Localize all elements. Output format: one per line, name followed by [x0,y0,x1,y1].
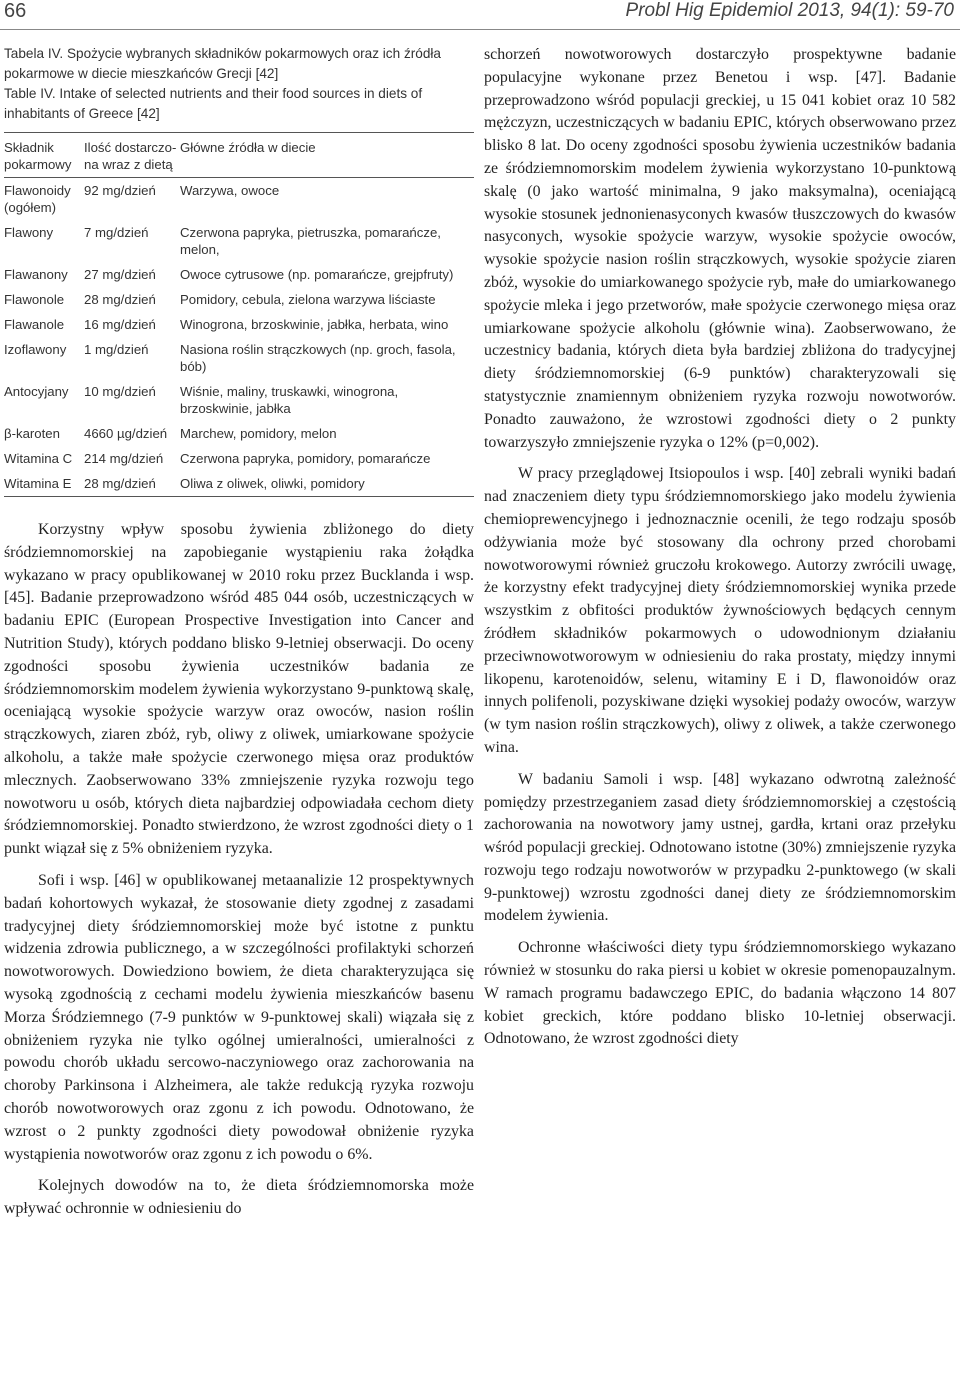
sources-cell: Winogrona, brzoskwinie, jabłka, herbata, wino [180,317,449,332]
header-amount: Ilość dostarczo-na wraz z dietą [84,140,177,172]
table-row [4,220,474,262]
nutrient-cell: Antocyjany [4,384,69,399]
table-header-row [4,133,474,178]
paragraph: W badaniu Samoli i wsp. [48] wykazano odwrotną zależność pomiędzy przestrzeganiem zasad diety śródziemnomorskiej a częstością zachorowania na nowotwory jamy ustnej, gardła, krtani oraz przełyku wśród populacji greckiej. Odnotowano istotne (30%) zmniejszenie ryzyka rozwoju tego rodzaju nowotworów w przypadku 2-punktowego (w skali 9-punktowej) wzrostu zgodności danej diety ze śródziemnomorskim modelem żywienia. [484,770,956,925]
header-rule [0,29,960,30]
nutrient-cell: Flawonole [4,292,65,307]
paragraph: Sofi i wsp. [46] w opublikowanej metaanalizie 12 prospektywnych badań kohortowych wykazał, że stosowanie diety zgodnej z zasadami tradycyjnej diety śródziemnomorskiej może być istotne z punktu widzenia zdrowia publicznego, a w szczególności profilaktyki schorzeń nowotworowych. Dowiedziono bowiem, że dieta charakteryzująca się wysoką zgodnością z cechami modelu żywienia mieszkańców basenu Morza Śródziemnego (7-9 punktów w 9-punktowej skali) wiązała się z obniżeniem ryzyka nie tylko ogólnej umieralności, umieralności z powodu chorób układu sercowo-naczyniowego oraz zachorowania na choroby Parkinsona i Alzheimera, ale także redukcją ryzyka rozwoju chorób nowotworowych oraz zgonu z ich powodu. Odnotowano, że wzrost o 2 punkty zgodności diety powodował obniżenie ryzyka wystąpienia nowotworów oraz zgonu z ich powodu o 6%. [4,871,474,1163]
table-caption-en: Table IV. Intake of selected nutrients and their food sources in diets of inhabitants of Greece [42] [4,86,423,121]
paragraph: schorzeń nowotworowych dostarczyło prospektywne badanie populacyjne wykonane przez Benetou i wsp. [47]. Badanie przeprowadzono wśród populacji greckiej, u 15 041 kobiet oraz 10 582 mężczyzn, uczestniczących w badaniu EPIC, których obserwowano przez blisko 8 lat. Do oceny zgodności sposobu żywienia uczestników badania ze śródziemnomorskim modelem żywienia wykorzystano 10-punktową skalę (0 jako wartość minimalna, 9 jako maksymalna), oceniającą wysokie stosunek jednonienasyconych kwasów tłuszczowych do kwasów nasyconych, wysokie spożycie warzyw, wysokie spożycie owoców, wysokie spożycie nasion roślin strączkowych, wysokie spożycie ziaren zbóż, wysokie do umiarkowanego spożycie ryb, małe do umiarkowanego spożycie mleka i jego przetworów, małe spożycie czerwonego mięsa oraz umiarkowane spożycie alkoholu (głównie wina). Zaobserwowano, że uczestnicy badania, których dieta była bardziej zbliżona do tradycyjnej diety śródziemnomorskiej (6-9 punktów) charakteryzowali się statystycznie znamiennym obniżeniem ryzyka rozwoju nowotworów. Ponadto zauważono, że wzrostowi zgodności diety o 2 punkty towarzyszyło zmniejszenie ryzyka o 12% (p=0,002). [484,46,956,451]
journal-citation: Probl Hig Epidemiol 2013, 94(1): 59-70 [625,0,954,21]
sources-cell: Owoce cytrusowe (np. pomarańcze, grejpfruty) [180,267,454,282]
right-column [484,44,956,1051]
sources-cell: Czerwona papryka, pietruszka, pomarańcze, melon, [180,225,441,257]
left-body-text [4,519,474,1221]
sources-cell: Pomidory, cebula, zielona warzywa liściaste [180,292,436,307]
amount-cell: 214 mg/dzień [84,451,164,466]
paragraph: Ochronne właściwości diety typu śródziemnomorskiego wykazano również w stosunku do raka piersi u kobiet w okresie pomenopauzalnym. W ramach programu badawczego EPIC, do badania włączono 14 807 kobiet greckich, które poddano blisko 10-letniej obserwacji. Odnotowano, że wzrost zgodności diety [484,939,956,1048]
nutrient-cell: Izoflawony [4,342,67,357]
nutrient-cell: β-karoten [4,426,60,441]
paragraph: Kolejnych dowodów na to, że dieta śródziemnomorska może wpływać ochronnie w odniesieniu do [4,1177,474,1218]
amount-cell: 27 mg/dzień [84,267,156,282]
sources-cell: Warzywa, owoce [180,183,280,198]
amount-cell: 92 mg/dzień [84,183,156,198]
header-nutrient: Składnik pokarmowy [4,140,72,172]
amount-cell: 4660 µg/dzień [84,426,168,441]
header-sources: Główne źródła w diecie [180,140,316,155]
amount-cell: 1 mg/dzień [84,342,149,357]
sources-cell: Wiśnie, maliny, truskawki, winogrona, brzoskwinie, jabłka [180,384,399,416]
nutrient-cell: Flawanony [4,267,68,282]
table-row [4,262,474,287]
table-caption-pl: Tabela IV. Spożycie wybranych składników pokarmowych oraz ich źródła pokarmowe w diecie mieszkańców Grecji [42] [4,46,441,81]
page-header [0,0,960,26]
table-row [4,312,474,337]
sources-cell: Nasiona roślin strączkowych (np. groch, fasola, bób) [180,342,456,374]
right-body-text [484,44,956,1051]
sources-cell: Czerwona papryka, pomidory, pomarańcze [180,451,431,466]
left-column [4,44,474,1221]
sources-cell: Marchew, pomidory, melon [180,426,337,441]
paragraph: Korzystny wpływ sposobu żywienia zbliżonego do diety śródziemnomorskiej na zapobieganie wystąpieniu raka żołądka wykazano w pracy opublikowanej w 2010 roku przez Bucklanda i wsp. [45]. Badanie przeprowadzono wśród 485 044 osób, uczestniczących w badaniu EPIC (European Prospective Investigation into Cancer and Nutrition Study), których poddano blisko 9-letniej obserwacji. Do oceny zgodności sposobu żywienia uczestników badania ze śródziemnomorskim modelem żywienia wykorzystano 9-punktową skalę, oceniającą wysokie spożycie warzyw oraz owoców, nasion roślin strączkowych, ziaren zbóż, ryb, oliwy z oliwek, umiarkowane spożycie alkoholu, a także małe spożycie czerwonego mięsa oraz produktów mlecznych. Zaobserwowano 33% zmniejszenie ryzyka rozwoju tego nowotworu u osób, których dieta najbardziej odpowiadała cechom diety śródziemnomorskiej. Ponadto stwierdzono, że wzrost zgodności diety o 1 punkt wiązał się z 5% obniżeniem ryzyka. [4,521,474,858]
table-row [4,471,474,497]
nutrient-cell: Flawony [4,225,54,240]
table-row [4,379,474,421]
table-row [4,287,474,312]
table-row [4,446,474,471]
nutrient-cell: Flawonoidy (ogółem) [4,183,71,215]
sources-cell: Oliwa z oliwek, oliwki, pomidory [180,476,365,491]
amount-cell: 10 mg/dzień [84,384,156,399]
nutrient-cell: Flawanole [4,317,65,332]
amount-cell: 28 mg/dzień [84,476,156,491]
amount-cell: 7 mg/dzień [84,225,149,240]
nutrient-cell: Witamina C [4,451,73,466]
table-row [4,337,474,379]
paragraph: W pracy przeglądowej Itsiopoulos i wsp. [40] zebrali wyniki badań nad znaczeniem diety typu śródziemnomorskiego jako modelu żywienia chemioprewencyjnego i jednoznacznie ocenili, że tego rodzaju sposób odżywiania może być stosowany dla ochrony przed chorobami nowotworowymi również gruczołu krokowego. Autorzy zwrócili uwagę, że korzystny efekt tradycyjnej diety śródziemnomorskiej wynika przede wszystkim z obfitości produktów żywnościowych będących cennym źródłem składników pokarmowych o udowodnionym działaniu przeciwnowotworowym w odniesieniu do raka prostaty, między innymi likopenu, karotenoidów, selenu, witaminy E i D, flawonoidów oraz innych polifenoli, pozyskiwane dzięki wysokiej podaży owoców, warzyw (w tym nasion roślin strączkowych), oliwy z oliwek, a także czerwonego wina. [484,465,956,756]
nutrient-table [4,132,474,497]
amount-cell: 28 mg/dzień [84,292,156,307]
page-number: 66 [4,0,27,22]
nutrient-cell: Witamina E [4,476,72,491]
table-row [4,421,474,446]
amount-cell: 16 mg/dzień [84,317,156,332]
table-row [4,178,474,221]
